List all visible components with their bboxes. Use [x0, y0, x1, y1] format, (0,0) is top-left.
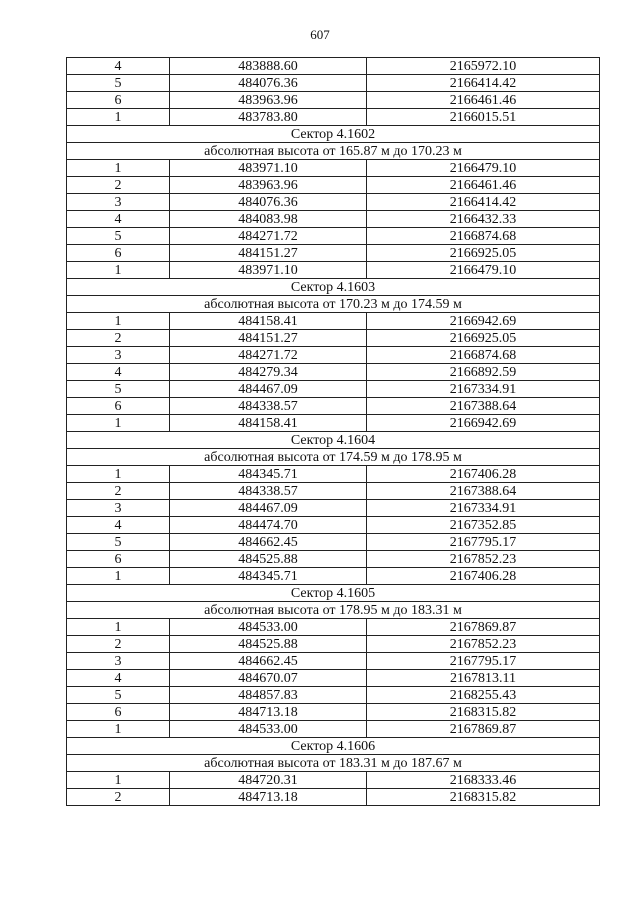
x-coordinate-cell: 483963.96 — [170, 177, 367, 194]
table-row — [67, 92, 600, 109]
point-number-cell: 2 — [67, 483, 170, 500]
point-number-cell: 1 — [67, 721, 170, 738]
sector-height-row — [67, 449, 600, 466]
sector-height-row — [67, 296, 600, 313]
point-number-cell: 6 — [67, 398, 170, 415]
x-coordinate-cell: 484533.00 — [170, 721, 367, 738]
x-coordinate-cell: 483963.96 — [170, 92, 367, 109]
y-coordinate-cell: 2166892.59 — [367, 364, 600, 381]
sector-title: Сектор 4.1605 — [67, 585, 600, 602]
point-number-cell: 2 — [67, 789, 170, 806]
x-coordinate-cell: 484271.72 — [170, 347, 367, 364]
y-coordinate-cell: 2168333.46 — [367, 772, 600, 789]
point-number-cell: 1 — [67, 109, 170, 126]
table-row — [67, 517, 600, 534]
sector-height: абсолютная высота от 165.87 м до 170.23 м — [67, 143, 600, 160]
y-coordinate-cell: 2167334.91 — [367, 500, 600, 517]
point-number-cell: 4 — [67, 364, 170, 381]
table-row — [67, 568, 600, 585]
y-coordinate-cell: 2165972.10 — [367, 58, 600, 75]
x-coordinate-cell: 484720.31 — [170, 772, 367, 789]
point-number-cell: 6 — [67, 704, 170, 721]
x-coordinate-cell: 483783.80 — [170, 109, 367, 126]
y-coordinate-cell: 2166479.10 — [367, 160, 600, 177]
y-coordinate-cell: 2167795.17 — [367, 653, 600, 670]
point-number-cell: 5 — [67, 687, 170, 704]
x-coordinate-cell: 484467.09 — [170, 381, 367, 398]
point-number-cell: 4 — [67, 58, 170, 75]
table-row — [67, 500, 600, 517]
y-coordinate-cell: 2167795.17 — [367, 534, 600, 551]
y-coordinate-cell: 2168315.82 — [367, 704, 600, 721]
y-coordinate-cell: 2167406.28 — [367, 568, 600, 585]
table-row — [67, 619, 600, 636]
table-row — [67, 670, 600, 687]
point-number-cell: 1 — [67, 568, 170, 585]
y-coordinate-cell: 2166432.33 — [367, 211, 600, 228]
x-coordinate-cell: 484525.88 — [170, 551, 367, 568]
table-row — [67, 313, 600, 330]
sector-height: абсолютная высота от 178.95 м до 183.31 м — [67, 602, 600, 619]
y-coordinate-cell: 2168255.43 — [367, 687, 600, 704]
coordinates-table-body — [67, 58, 600, 806]
point-number-cell: 1 — [67, 415, 170, 432]
sector-height: абсолютная высота от 170.23 м до 174.59 м — [67, 296, 600, 313]
table-row — [67, 789, 600, 806]
x-coordinate-cell: 483971.10 — [170, 160, 367, 177]
x-coordinate-cell: 484662.45 — [170, 653, 367, 670]
table-row — [67, 687, 600, 704]
y-coordinate-cell: 2166461.46 — [367, 177, 600, 194]
point-number-cell: 3 — [67, 500, 170, 517]
y-coordinate-cell: 2167334.91 — [367, 381, 600, 398]
y-coordinate-cell: 2166942.69 — [367, 313, 600, 330]
sector-title: Сектор 4.1602 — [67, 126, 600, 143]
point-number-cell: 2 — [67, 177, 170, 194]
sector-height-row — [67, 755, 600, 772]
y-coordinate-cell: 2168315.82 — [367, 789, 600, 806]
point-number-cell: 3 — [67, 347, 170, 364]
y-coordinate-cell: 2166874.68 — [367, 347, 600, 364]
y-coordinate-cell: 2167852.23 — [367, 636, 600, 653]
x-coordinate-cell: 484474.70 — [170, 517, 367, 534]
x-coordinate-cell: 484338.57 — [170, 483, 367, 500]
y-coordinate-cell: 2167406.28 — [367, 466, 600, 483]
table-row — [67, 721, 600, 738]
x-coordinate-cell: 484533.00 — [170, 619, 367, 636]
x-coordinate-cell: 483971.10 — [170, 262, 367, 279]
sector-title-row — [67, 279, 600, 296]
y-coordinate-cell: 2166925.05 — [367, 330, 600, 347]
coordinates-table — [66, 57, 600, 806]
sector-title: Сектор 4.1604 — [67, 432, 600, 449]
table-row — [67, 653, 600, 670]
table-row — [67, 330, 600, 347]
y-coordinate-cell: 2166479.10 — [367, 262, 600, 279]
y-coordinate-cell: 2166461.46 — [367, 92, 600, 109]
sector-title: Сектор 4.1603 — [67, 279, 600, 296]
x-coordinate-cell: 484151.27 — [170, 245, 367, 262]
table-row — [67, 398, 600, 415]
table-row — [67, 381, 600, 398]
point-number-cell: 1 — [67, 772, 170, 789]
y-coordinate-cell: 2167869.87 — [367, 721, 600, 738]
point-number-cell: 1 — [67, 262, 170, 279]
table-row — [67, 551, 600, 568]
table-row — [67, 177, 600, 194]
table-row — [67, 75, 600, 92]
point-number-cell: 5 — [67, 75, 170, 92]
x-coordinate-cell: 484076.36 — [170, 194, 367, 211]
x-coordinate-cell: 484076.36 — [170, 75, 367, 92]
y-coordinate-cell: 2166015.51 — [367, 109, 600, 126]
table-row — [67, 109, 600, 126]
point-number-cell: 3 — [67, 194, 170, 211]
point-number-cell: 1 — [67, 313, 170, 330]
table-row — [67, 262, 600, 279]
sector-title-row — [67, 432, 600, 449]
table-row — [67, 364, 600, 381]
x-coordinate-cell: 484345.71 — [170, 568, 367, 585]
x-coordinate-cell: 484662.45 — [170, 534, 367, 551]
y-coordinate-cell: 2167813.11 — [367, 670, 600, 687]
sector-title-row — [67, 738, 600, 755]
x-coordinate-cell: 484083.98 — [170, 211, 367, 228]
point-number-cell: 1 — [67, 619, 170, 636]
table-row — [67, 636, 600, 653]
x-coordinate-cell: 484670.07 — [170, 670, 367, 687]
x-coordinate-cell: 484525.88 — [170, 636, 367, 653]
table-row — [67, 194, 600, 211]
x-coordinate-cell: 484857.83 — [170, 687, 367, 704]
page-number: 607 — [310, 27, 330, 42]
point-number-cell: 4 — [67, 211, 170, 228]
y-coordinate-cell: 2166942.69 — [367, 415, 600, 432]
x-coordinate-cell: 484467.09 — [170, 500, 367, 517]
table-row — [67, 58, 600, 75]
y-coordinate-cell: 2166414.42 — [367, 194, 600, 211]
point-number-cell: 6 — [67, 551, 170, 568]
table-row — [67, 228, 600, 245]
point-number-cell: 6 — [67, 92, 170, 109]
x-coordinate-cell: 484338.57 — [170, 398, 367, 415]
point-number-cell: 1 — [67, 466, 170, 483]
point-number-cell: 2 — [67, 636, 170, 653]
table-row — [67, 704, 600, 721]
point-number-cell: 4 — [67, 670, 170, 687]
y-coordinate-cell: 2166925.05 — [367, 245, 600, 262]
sector-title-row — [67, 126, 600, 143]
y-coordinate-cell: 2167352.85 — [367, 517, 600, 534]
table-row — [67, 347, 600, 364]
point-number-cell: 5 — [67, 534, 170, 551]
table-row — [67, 483, 600, 500]
x-coordinate-cell: 484151.27 — [170, 330, 367, 347]
table-row — [67, 415, 600, 432]
point-number-cell: 5 — [67, 228, 170, 245]
x-coordinate-cell: 483888.60 — [170, 58, 367, 75]
sector-height-row — [67, 143, 600, 160]
sector-title-row — [67, 585, 600, 602]
table-row — [67, 160, 600, 177]
point-number-cell: 3 — [67, 653, 170, 670]
point-number-cell: 6 — [67, 245, 170, 262]
table-row — [67, 772, 600, 789]
point-number-cell: 4 — [67, 517, 170, 534]
x-coordinate-cell: 484713.18 — [170, 789, 367, 806]
y-coordinate-cell: 2167388.64 — [367, 483, 600, 500]
table-row — [67, 534, 600, 551]
x-coordinate-cell: 484713.18 — [170, 704, 367, 721]
x-coordinate-cell: 484279.34 — [170, 364, 367, 381]
table-row — [67, 211, 600, 228]
table-row — [67, 466, 600, 483]
sector-height: абсолютная высота от 174.59 м до 178.95 м — [67, 449, 600, 466]
y-coordinate-cell: 2166414.42 — [367, 75, 600, 92]
x-coordinate-cell: 484345.71 — [170, 466, 367, 483]
x-coordinate-cell: 484158.41 — [170, 313, 367, 330]
y-coordinate-cell: 2167852.23 — [367, 551, 600, 568]
x-coordinate-cell: 484158.41 — [170, 415, 367, 432]
y-coordinate-cell: 2167388.64 — [367, 398, 600, 415]
table-row — [67, 245, 600, 262]
y-coordinate-cell: 2167869.87 — [367, 619, 600, 636]
sector-title: Сектор 4.1606 — [67, 738, 600, 755]
point-number-cell: 1 — [67, 160, 170, 177]
x-coordinate-cell: 484271.72 — [170, 228, 367, 245]
sector-height: абсолютная высота от 183.31 м до 187.67 м — [67, 755, 600, 772]
point-number-cell: 2 — [67, 330, 170, 347]
y-coordinate-cell: 2166874.68 — [367, 228, 600, 245]
sector-height-row — [67, 602, 600, 619]
point-number-cell: 5 — [67, 381, 170, 398]
